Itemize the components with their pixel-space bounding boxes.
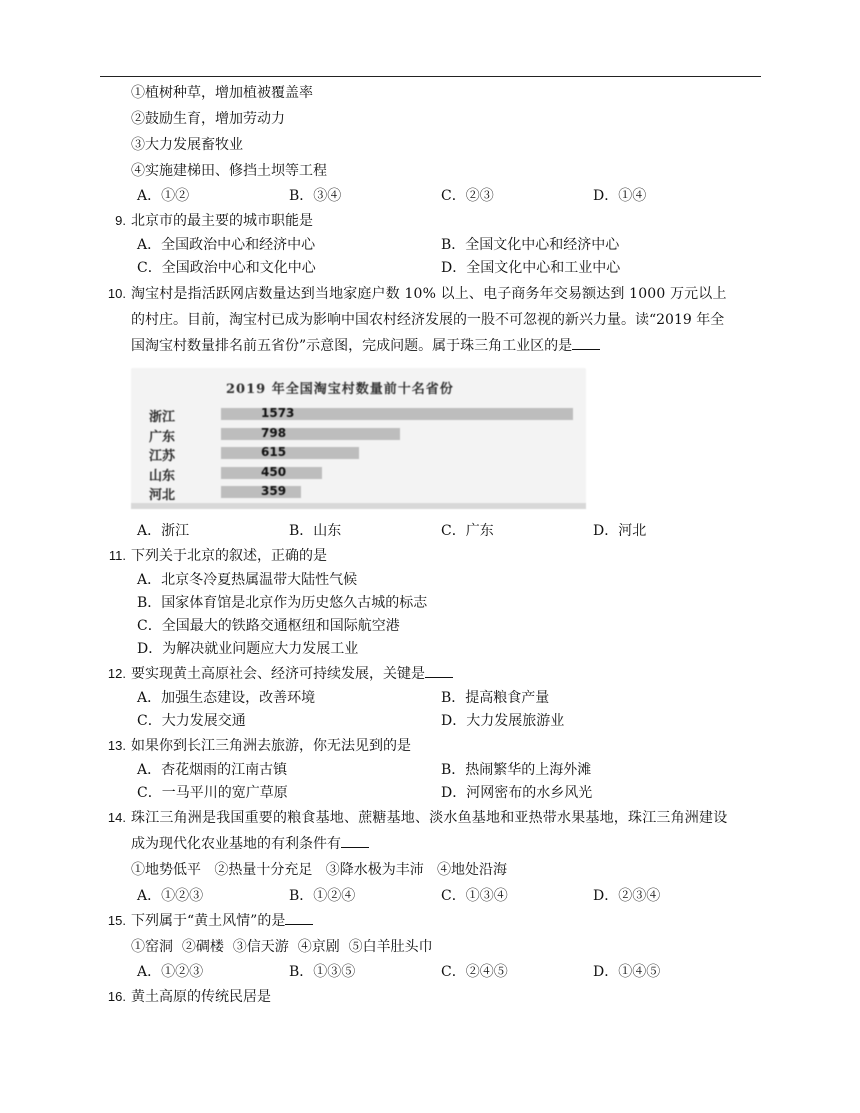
- q8-statement-4: ④实施建梯田、修挡土坝等工程: [131, 163, 327, 179]
- q15-items: ①窑洞 ②碉楼 ③信天游 ④京剧 ⑤白羊肚头巾: [131, 939, 433, 955]
- q9-stem: 北京市的最主要的城市职能是: [131, 213, 313, 229]
- chart-bar: [221, 425, 400, 440]
- q16-number: 16.: [107, 989, 126, 1004]
- chart-bar: [221, 447, 359, 459]
- q9-number: 9.: [115, 213, 126, 228]
- q10-line-3: 国淘宝村数量排名前五省份”示意图，完成问题。属于珠三角工业区的是: [131, 338, 573, 354]
- q11-option-a[interactable]: A．北京冬冷夏热属温带大陆性气候: [137, 572, 358, 588]
- q10-option-a[interactable]: A．浙江: [137, 523, 190, 539]
- q8-option-a[interactable]: A．①②: [137, 188, 190, 204]
- taobao-village-chart: [131, 368, 586, 509]
- q14-line-2-wrap: [131, 835, 369, 853]
- q14-option-a[interactable]: A．①②③: [137, 888, 204, 904]
- q9-option-d[interactable]: D．全国文化中心和工业中心: [441, 260, 621, 276]
- q13-number: 13.: [107, 738, 126, 753]
- q14-option-c[interactable]: C．①③④: [441, 888, 508, 904]
- q12-option-d[interactable]: D．大力发展旅游业: [441, 713, 565, 729]
- header-rule: [100, 76, 761, 77]
- chart-category-label: 江苏: [149, 449, 176, 464]
- q11-option-c[interactable]: C．全国最大的铁路交通枢纽和国际航空港: [137, 618, 400, 634]
- q13-option-d[interactable]: D．河网密布的水乡风光: [441, 785, 593, 801]
- chart-category-label: 广东: [149, 429, 176, 445]
- q15-number: 15.: [107, 913, 126, 928]
- q12-stem-wrap: [131, 665, 453, 683]
- q14-number: 14.: [107, 810, 126, 825]
- chart-value-label: 798: [261, 425, 287, 440]
- q8-statement-2: ②鼓励生育，增加劳动力: [131, 111, 285, 127]
- q14-items: ①地势低平 ②热量十分充足 ③降水极为丰沛 ④地处沿海: [131, 862, 508, 878]
- q13-option-b[interactable]: B．热闹繁华的上海外滩: [441, 762, 592, 778]
- answer-blank: [572, 337, 600, 350]
- q15-stem: 下列属于“黄土风情”的是: [131, 913, 286, 929]
- chart-value-label: 615: [261, 445, 287, 459]
- chart-value-label: 1573: [261, 406, 295, 420]
- q14-line-1: 珠江三角洲是我国重要的粮食基地、蔗糖基地、淡水鱼基地和亚热带水果基地，珠江三角洲建设: [131, 810, 728, 826]
- q10-option-b[interactable]: B．山东: [289, 523, 342, 539]
- q10-number: 10.: [107, 286, 126, 301]
- q11-stem: 下列关于北京的叙述，正确的是: [131, 548, 327, 564]
- q12-option-b[interactable]: B．提高粮食产量: [441, 690, 550, 706]
- q10-option-d[interactable]: D．河北: [593, 523, 647, 539]
- answer-blank: [341, 835, 369, 848]
- q12-option-c[interactable]: C．大力发展交通: [137, 713, 246, 729]
- q8-option-c[interactable]: C．②③: [441, 188, 494, 204]
- q14-option-d[interactable]: D．②③④: [593, 888, 661, 904]
- q8-option-b[interactable]: B．③④: [289, 188, 342, 204]
- q8-statement-3: ③大力发展畜牧业: [131, 137, 243, 153]
- q13-stem: 如果你到长江三角洲去旅游，你无法见到的是: [131, 738, 411, 754]
- answer-blank: [285, 912, 313, 925]
- q9-option-b[interactable]: B．全国文化中心和经济中心: [441, 237, 620, 253]
- q10-line-1: 淘宝村是指活跃网店数量达到当地家庭户数 10% 以上、电子商务年交易额达到 1000 万元以上: [131, 286, 727, 302]
- chart-value-label: 450: [261, 464, 287, 479]
- q11-option-b[interactable]: B．国家体育馆是北京作为历史悠久古城的标志: [137, 595, 428, 611]
- answer-blank: [425, 665, 453, 678]
- chart-value-label: 359: [261, 484, 287, 498]
- q11-option-d[interactable]: D．为解决就业问题应大力发展工业: [137, 641, 359, 657]
- q13-option-a[interactable]: A．杏花烟雨的江南古镇: [137, 762, 288, 778]
- q11-number: 11.: [108, 548, 126, 563]
- chart-category-label: 浙江: [149, 410, 176, 425]
- q15-stem-wrap: [131, 912, 313, 930]
- chart-category-label: 山东: [149, 468, 176, 484]
- q8-option-d[interactable]: D．①④: [593, 188, 647, 204]
- q9-option-a[interactable]: A．全国政治中心和经济中心: [137, 237, 316, 253]
- q12-stem: 要实现黄土高原社会、经济可持续发展，关键是: [131, 666, 425, 682]
- chart-title: 2019 年全国淘宝村数量前十名省份: [226, 382, 454, 397]
- q10-line-2: 的村庄。目前，淘宝村已成为影响中国农村经济发展的一股不可忽视的新兴力量。读“2019 年全: [131, 312, 725, 328]
- q9-option-c[interactable]: C．全国政治中心和文化中心: [137, 260, 316, 276]
- q8-statement-1: ①植树种草，增加植被覆盖率: [131, 85, 313, 101]
- q10-line-3-wrap: [131, 337, 600, 355]
- q10-option-c[interactable]: C．广东: [441, 523, 494, 539]
- q14-option-b[interactable]: B．①②④: [289, 888, 356, 904]
- q13-option-c[interactable]: C．一马平川的宽广草原: [137, 785, 288, 801]
- q12-option-a[interactable]: A．加强生态建设，改善环境: [137, 690, 316, 706]
- q15-option-a[interactable]: A．①②③: [137, 964, 204, 980]
- q12-number: 12.: [107, 666, 126, 681]
- q16-stem: 黄土高原的传统民居是: [131, 989, 271, 1005]
- chart-category-label: 河北: [149, 488, 176, 503]
- q15-option-c[interactable]: C．②④⑤: [441, 964, 508, 980]
- chart-bottom-band: [131, 503, 586, 509]
- q15-option-b[interactable]: B．①③⑤: [289, 964, 356, 980]
- q15-option-d[interactable]: D．①④⑤: [593, 964, 661, 980]
- q14-line-2: 成为现代化农业基地的有利条件有: [131, 836, 341, 852]
